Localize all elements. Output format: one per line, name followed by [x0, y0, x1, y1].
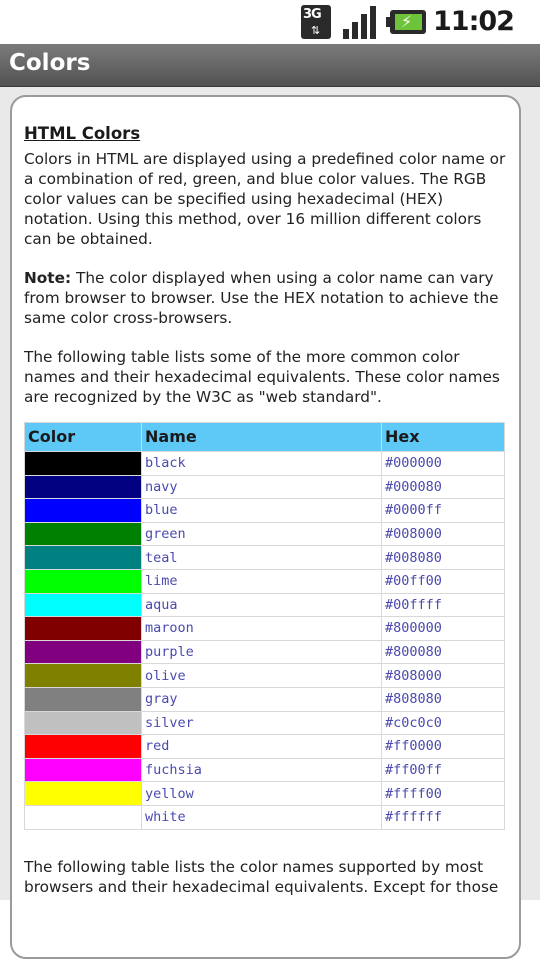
table-row — [25, 758, 505, 782]
page-title: Colors — [9, 50, 91, 76]
article-heading: HTML Colors — [24, 124, 141, 143]
color-swatch — [25, 735, 142, 759]
color-name-cell: maroon — [142, 617, 382, 641]
color-swatch — [25, 664, 142, 688]
color-name-cell: black — [142, 452, 382, 476]
column-header-color: Color — [25, 423, 142, 452]
color-swatch — [25, 569, 142, 593]
table-row — [25, 569, 505, 593]
color-hex-cell: #000000 — [382, 452, 505, 476]
color-hex-cell: #ff0000 — [382, 735, 505, 759]
color-name-cell: teal — [142, 546, 382, 570]
color-hex-cell: #ffff00 — [382, 782, 505, 806]
table-row — [25, 499, 505, 523]
color-name-cell: olive — [142, 664, 382, 688]
color-name-cell: yellow — [142, 782, 382, 806]
table-intro-paragraph: The following table lists some of the more common color names and their hexadecimal equivalents. These color names are recognized by the W3C as "web standard". — [24, 348, 500, 406]
table-row — [25, 475, 505, 499]
intro-paragraph: Colors in HTML are displayed using a predefined color name or a combination of red, green, and blue color values. The RGB color values can be specified using hexadecimal (HEX) notation. Using this method, over 16 million different colors can be obtained. — [24, 150, 506, 248]
color-name-cell: silver — [142, 711, 382, 735]
color-hex-cell: #c0c0c0 — [382, 711, 505, 735]
color-hex-cell: #000080 — [382, 475, 505, 499]
color-hex-cell: #00ff00 — [382, 569, 505, 593]
table-row — [25, 711, 505, 735]
note-paragraph — [24, 268, 506, 328]
status-bar — [0, 0, 540, 44]
color-name-cell: red — [142, 735, 382, 759]
network-3g-icon — [301, 5, 331, 39]
color-name-cell: green — [142, 522, 382, 546]
outro-paragraph: The following table lists the color names supported by most browsers and their hexadecimal equivalents. Except for those — [24, 857, 499, 896]
color-table-body — [25, 452, 505, 830]
table-row — [25, 522, 505, 546]
color-swatch — [25, 475, 142, 499]
color-hex-cell: #008080 — [382, 546, 505, 570]
color-swatch — [25, 452, 142, 476]
table-row — [25, 782, 505, 806]
color-hex-cell: #808080 — [382, 687, 505, 711]
table-row — [25, 805, 505, 829]
app-title-bar — [0, 44, 540, 87]
note-text: The color displayed when using a color name can vary from browser to browser. Use the HEX notation to achieve the same color cross-browsers. — [24, 269, 499, 327]
color-hex-cell: #800000 — [382, 617, 505, 641]
color-name-cell: lime — [142, 569, 382, 593]
note-label: Note: — [24, 269, 72, 287]
color-swatch — [25, 522, 142, 546]
color-name-cell: white — [142, 805, 382, 829]
color-hex-cell: #00ffff — [382, 593, 505, 617]
color-hex-cell: #ff00ff — [382, 758, 505, 782]
color-name-cell: fuchsia — [142, 758, 382, 782]
color-swatch — [25, 711, 142, 735]
column-header-hex: Hex — [382, 423, 505, 452]
column-header-name: Name — [142, 423, 382, 452]
color-table — [24, 422, 505, 830]
color-swatch — [25, 782, 142, 806]
table-row — [25, 687, 505, 711]
network-type-label: 3G — [303, 7, 321, 22]
color-swatch — [25, 499, 142, 523]
color-name-cell: gray — [142, 687, 382, 711]
table-row — [25, 546, 505, 570]
table-header-row — [25, 423, 505, 452]
table-row — [25, 617, 505, 641]
color-swatch — [25, 593, 142, 617]
color-swatch — [25, 687, 142, 711]
color-name-cell: navy — [142, 475, 382, 499]
table-row — [25, 735, 505, 759]
color-name-cell: purple — [142, 640, 382, 664]
color-swatch — [25, 617, 142, 641]
table-row — [25, 640, 505, 664]
color-name-cell: aqua — [142, 593, 382, 617]
battery-charging-icon: ⚡ — [386, 10, 426, 34]
color-hex-cell: #0000ff — [382, 499, 505, 523]
color-swatch — [25, 546, 142, 570]
color-swatch — [25, 758, 142, 782]
color-hex-cell: #008000 — [382, 522, 505, 546]
color-swatch — [25, 640, 142, 664]
clock-time: 11:02 — [433, 6, 514, 37]
signal-strength-icon — [343, 5, 377, 39]
color-swatch — [25, 805, 142, 829]
color-name-cell: blue — [142, 499, 382, 523]
color-hex-cell: #800080 — [382, 640, 505, 664]
color-hex-cell: #808000 — [382, 664, 505, 688]
article-content — [24, 124, 506, 916]
data-arrows-icon: ⇅ — [311, 24, 321, 37]
color-hex-cell: #ffffff — [382, 805, 505, 829]
table-row — [25, 664, 505, 688]
table-row — [25, 452, 505, 476]
table-row — [25, 593, 505, 617]
